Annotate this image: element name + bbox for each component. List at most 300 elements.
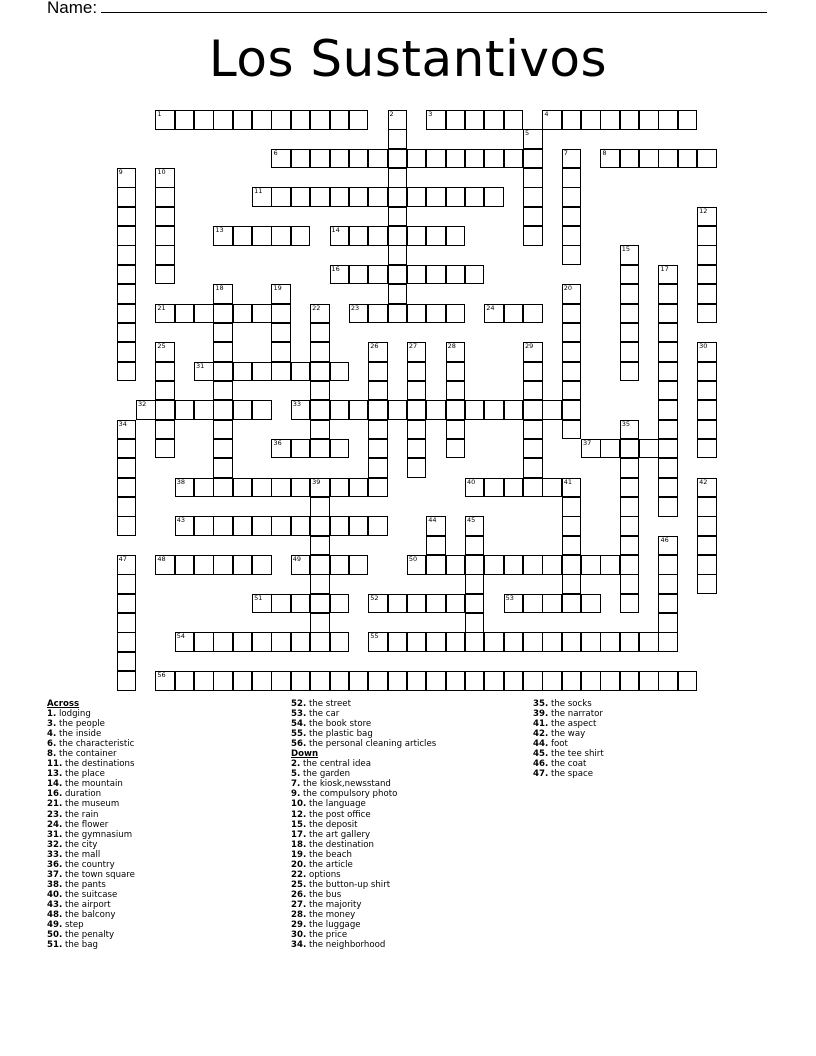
crossword-cell[interactable] [504, 594, 524, 614]
crossword-cell[interactable] [620, 149, 640, 169]
crossword-cell[interactable] [368, 671, 388, 691]
crossword-cell[interactable] [194, 516, 214, 536]
crossword-cell[interactable] [291, 594, 311, 614]
crossword-cell[interactable] [504, 110, 524, 130]
crossword-cell[interactable] [523, 304, 543, 324]
crossword-cell[interactable] [562, 187, 582, 207]
crossword-cell[interactable] [271, 110, 291, 130]
crossword-cell[interactable] [388, 671, 408, 691]
crossword-cell[interactable] [678, 149, 698, 169]
crossword-cell[interactable] [562, 284, 582, 304]
crossword-cell[interactable] [446, 342, 466, 362]
crossword-cell[interactable] [368, 439, 388, 459]
crossword-cell[interactable] [349, 478, 369, 498]
crossword-cell[interactable] [330, 632, 350, 652]
crossword-cell[interactable] [271, 226, 291, 246]
crossword-cell[interactable] [310, 110, 330, 130]
crossword-cell[interactable] [658, 265, 678, 285]
crossword-cell[interactable] [562, 110, 582, 130]
crossword-cell[interactable] [368, 516, 388, 536]
crossword-cell[interactable] [271, 187, 291, 207]
crossword-cell[interactable] [271, 516, 291, 536]
crossword-cell[interactable] [465, 478, 485, 498]
crossword-cell[interactable] [465, 149, 485, 169]
crossword-cell[interactable] [271, 304, 291, 324]
crossword-cell[interactable] [291, 632, 311, 652]
name-field[interactable] [47, 0, 767, 18]
crossword-cell[interactable] [562, 574, 582, 594]
crossword-cell[interactable] [484, 478, 504, 498]
crossword-cell[interactable] [330, 555, 350, 575]
crossword-cell[interactable] [620, 342, 640, 362]
crossword-cell[interactable] [523, 478, 543, 498]
crossword-cell[interactable] [523, 458, 543, 478]
crossword-cell[interactable] [117, 362, 137, 382]
crossword-cell[interactable] [581, 555, 601, 575]
crossword-cell[interactable] [562, 168, 582, 188]
crossword-cell[interactable] [407, 187, 427, 207]
crossword-cell[interactable] [407, 362, 427, 382]
crossword-cell[interactable] [562, 323, 582, 343]
crossword-cell[interactable] [155, 187, 175, 207]
crossword-cell[interactable] [368, 265, 388, 285]
crossword-cell[interactable] [155, 439, 175, 459]
crossword-cell[interactable] [620, 497, 640, 517]
crossword-cell[interactable] [697, 574, 717, 594]
crossword-cell[interactable] [523, 149, 543, 169]
crossword-cell[interactable] [349, 555, 369, 575]
crossword-cell[interactable] [213, 342, 233, 362]
crossword-cell[interactable] [407, 555, 427, 575]
crossword-cell[interactable] [446, 632, 466, 652]
crossword-cell[interactable] [330, 265, 350, 285]
crossword-cell[interactable] [697, 439, 717, 459]
crossword-cell[interactable] [291, 439, 311, 459]
crossword-cell[interactable] [291, 110, 311, 130]
crossword-cell[interactable] [523, 187, 543, 207]
crossword-cell[interactable] [504, 555, 524, 575]
crossword-cell[interactable] [213, 632, 233, 652]
crossword-cell[interactable] [271, 342, 291, 362]
crossword-cell[interactable] [523, 400, 543, 420]
crossword-cell[interactable] [446, 420, 466, 440]
crossword-cell[interactable] [697, 245, 717, 265]
crossword-cell[interactable] [349, 110, 369, 130]
crossword-cell[interactable] [117, 245, 137, 265]
crossword-cell[interactable] [349, 671, 369, 691]
crossword-cell[interactable] [233, 362, 253, 382]
crossword-cell[interactable] [697, 284, 717, 304]
crossword-cell[interactable] [620, 323, 640, 343]
crossword-cell[interactable] [310, 381, 330, 401]
crossword-cell[interactable] [465, 574, 485, 594]
crossword-cell[interactable] [542, 594, 562, 614]
crossword-cell[interactable] [349, 265, 369, 285]
crossword-cell[interactable] [117, 168, 137, 188]
crossword-cell[interactable] [658, 304, 678, 324]
crossword-cell[interactable] [639, 110, 659, 130]
crossword-cell[interactable] [562, 497, 582, 517]
crossword-cell[interactable] [117, 304, 137, 324]
crossword-cell[interactable] [213, 516, 233, 536]
crossword-cell[interactable] [581, 110, 601, 130]
crossword-cell[interactable] [368, 420, 388, 440]
crossword-cell[interactable] [194, 304, 214, 324]
crossword-cell[interactable] [368, 304, 388, 324]
crossword-cell[interactable] [388, 594, 408, 614]
crossword-cell[interactable] [252, 632, 272, 652]
crossword-cell[interactable] [562, 381, 582, 401]
crossword-cell[interactable] [465, 110, 485, 130]
crossword-cell[interactable] [426, 110, 446, 130]
crossword-cell[interactable] [291, 671, 311, 691]
crossword-cell[interactable] [697, 381, 717, 401]
crossword-cell[interactable] [407, 400, 427, 420]
crossword-cell[interactable] [426, 265, 446, 285]
crossword-cell[interactable] [330, 149, 350, 169]
crossword-cell[interactable] [658, 420, 678, 440]
crossword-cell[interactable] [620, 632, 640, 652]
crossword-cell[interactable] [213, 478, 233, 498]
crossword-cell[interactable] [117, 478, 137, 498]
crossword-cell[interactable] [117, 265, 137, 285]
crossword-cell[interactable] [697, 420, 717, 440]
crossword-cell[interactable] [407, 594, 427, 614]
crossword-cell[interactable] [155, 400, 175, 420]
crossword-cell[interactable] [175, 632, 195, 652]
crossword-cell[interactable] [620, 671, 640, 691]
crossword-cell[interactable] [620, 265, 640, 285]
crossword-cell[interactable] [252, 555, 272, 575]
crossword-cell[interactable] [233, 110, 253, 130]
crossword-cell[interactable] [658, 555, 678, 575]
crossword-cell[interactable] [291, 555, 311, 575]
crossword-cell[interactable] [117, 207, 137, 227]
crossword-cell[interactable] [562, 362, 582, 382]
crossword-cell[interactable] [175, 478, 195, 498]
crossword-cell[interactable] [233, 478, 253, 498]
crossword-cell[interactable] [349, 400, 369, 420]
crossword-cell[interactable] [446, 187, 466, 207]
crossword-cell[interactable] [542, 555, 562, 575]
crossword-cell[interactable] [407, 420, 427, 440]
crossword-cell[interactable] [117, 420, 137, 440]
crossword-cell[interactable] [310, 555, 330, 575]
crossword-cell[interactable] [562, 555, 582, 575]
crossword-cell[interactable] [117, 671, 137, 691]
crossword-cell[interactable] [658, 574, 678, 594]
crossword-cell[interactable] [407, 342, 427, 362]
crossword-cell[interactable] [542, 110, 562, 130]
crossword-cell[interactable] [562, 304, 582, 324]
crossword-cell[interactable] [658, 381, 678, 401]
crossword-cell[interactable] [271, 362, 291, 382]
crossword-cell[interactable] [330, 362, 350, 382]
crossword-cell[interactable] [252, 516, 272, 536]
crossword-cell[interactable] [388, 284, 408, 304]
crossword-cell[interactable] [484, 149, 504, 169]
crossword-cell[interactable] [388, 187, 408, 207]
crossword-cell[interactable] [310, 516, 330, 536]
crossword-cell[interactable] [562, 478, 582, 498]
crossword-cell[interactable] [117, 497, 137, 517]
crossword-cell[interactable] [697, 362, 717, 382]
crossword-cell[interactable] [465, 555, 485, 575]
crossword-cell[interactable] [271, 478, 291, 498]
crossword-cell[interactable] [407, 458, 427, 478]
crossword-cell[interactable] [310, 342, 330, 362]
crossword-cell[interactable] [600, 149, 620, 169]
crossword-cell[interactable] [117, 555, 137, 575]
crossword-cell[interactable] [697, 536, 717, 556]
crossword-cell[interactable] [117, 516, 137, 536]
crossword-cell[interactable] [658, 323, 678, 343]
crossword-cell[interactable] [484, 400, 504, 420]
crossword-cell[interactable] [388, 226, 408, 246]
crossword-cell[interactable] [658, 478, 678, 498]
crossword-cell[interactable] [523, 381, 543, 401]
crossword-cell[interactable] [271, 439, 291, 459]
crossword-cell[interactable] [697, 226, 717, 246]
crossword-cell[interactable] [175, 400, 195, 420]
crossword-cell[interactable] [620, 284, 640, 304]
crossword-cell[interactable] [484, 632, 504, 652]
crossword-cell[interactable] [484, 671, 504, 691]
crossword-cell[interactable] [349, 187, 369, 207]
name-underline[interactable] [101, 0, 767, 13]
crossword-cell[interactable] [252, 400, 272, 420]
crossword-cell[interactable] [697, 400, 717, 420]
crossword-cell[interactable] [620, 420, 640, 440]
crossword-cell[interactable] [155, 420, 175, 440]
crossword-cell[interactable] [426, 149, 446, 169]
crossword-cell[interactable] [310, 613, 330, 633]
crossword-cell[interactable] [446, 304, 466, 324]
crossword-cell[interactable] [465, 187, 485, 207]
crossword-cell[interactable] [194, 362, 214, 382]
crossword-cell[interactable] [697, 304, 717, 324]
crossword-cell[interactable] [368, 594, 388, 614]
crossword-cell[interactable] [504, 149, 524, 169]
crossword-cell[interactable] [233, 632, 253, 652]
crossword-cell[interactable] [175, 671, 195, 691]
crossword-cell[interactable] [310, 632, 330, 652]
crossword-cell[interactable] [368, 187, 388, 207]
crossword-cell[interactable] [310, 671, 330, 691]
crossword-cell[interactable] [523, 594, 543, 614]
crossword-cell[interactable] [523, 671, 543, 691]
crossword-cell[interactable] [446, 265, 466, 285]
crossword-cell[interactable] [155, 381, 175, 401]
crossword-cell[interactable] [600, 110, 620, 130]
crossword-cell[interactable] [639, 439, 659, 459]
crossword-cell[interactable] [291, 187, 311, 207]
crossword-cell[interactable] [388, 304, 408, 324]
crossword-cell[interactable] [388, 168, 408, 188]
crossword-cell[interactable] [330, 516, 350, 536]
crossword-cell[interactable] [271, 149, 291, 169]
crossword-cell[interactable] [155, 304, 175, 324]
crossword-cell[interactable] [155, 362, 175, 382]
crossword-cell[interactable] [620, 304, 640, 324]
crossword-cell[interactable] [271, 632, 291, 652]
crossword-cell[interactable] [600, 632, 620, 652]
crossword-cell[interactable] [155, 110, 175, 130]
crossword-cell[interactable] [658, 613, 678, 633]
crossword-cell[interactable] [213, 458, 233, 478]
crossword-cell[interactable] [562, 342, 582, 362]
crossword-cell[interactable] [620, 555, 640, 575]
crossword-cell[interactable] [310, 400, 330, 420]
crossword-cell[interactable] [446, 400, 466, 420]
crossword-cell[interactable] [562, 400, 582, 420]
crossword-cell[interactable] [368, 478, 388, 498]
crossword-cell[interactable] [213, 439, 233, 459]
crossword-cell[interactable] [233, 400, 253, 420]
crossword-cell[interactable] [620, 458, 640, 478]
crossword-cell[interactable] [407, 439, 427, 459]
crossword-cell[interactable] [697, 342, 717, 362]
crossword-cell[interactable] [310, 149, 330, 169]
crossword-cell[interactable] [658, 536, 678, 556]
crossword-cell[interactable] [213, 381, 233, 401]
crossword-cell[interactable] [504, 671, 524, 691]
crossword-cell[interactable] [117, 458, 137, 478]
crossword-cell[interactable] [175, 110, 195, 130]
crossword-cell[interactable] [155, 245, 175, 265]
crossword-cell[interactable] [407, 265, 427, 285]
crossword-cell[interactable] [542, 478, 562, 498]
crossword-cell[interactable] [504, 400, 524, 420]
crossword-cell[interactable] [484, 555, 504, 575]
crossword-cell[interactable] [658, 458, 678, 478]
crossword-cell[interactable] [658, 110, 678, 130]
crossword-cell[interactable] [504, 478, 524, 498]
crossword-cell[interactable] [271, 323, 291, 343]
crossword-cell[interactable] [175, 555, 195, 575]
crossword-cell[interactable] [213, 420, 233, 440]
crossword-cell[interactable] [446, 110, 466, 130]
crossword-cell[interactable] [155, 207, 175, 227]
crossword-cell[interactable] [542, 632, 562, 652]
crossword-cell[interactable] [542, 671, 562, 691]
crossword-cell[interactable] [252, 362, 272, 382]
crossword-cell[interactable] [194, 110, 214, 130]
crossword-cell[interactable] [523, 226, 543, 246]
crossword-cell[interactable] [117, 574, 137, 594]
crossword-cell[interactable] [388, 632, 408, 652]
crossword-cell[interactable] [639, 632, 659, 652]
crossword-cell[interactable] [368, 149, 388, 169]
crossword-cell[interactable] [213, 362, 233, 382]
crossword-cell[interactable] [407, 632, 427, 652]
crossword-cell[interactable] [446, 594, 466, 614]
crossword-cell[interactable] [213, 226, 233, 246]
crossword-cell[interactable] [484, 304, 504, 324]
crossword-cell[interactable] [252, 110, 272, 130]
crossword-cell[interactable] [310, 574, 330, 594]
crossword-cell[interactable] [562, 632, 582, 652]
crossword-cell[interactable] [117, 439, 137, 459]
crossword-cell[interactable] [291, 226, 311, 246]
crossword-cell[interactable] [271, 284, 291, 304]
crossword-cell[interactable] [310, 594, 330, 614]
crossword-cell[interactable] [155, 168, 175, 188]
crossword-cell[interactable] [271, 671, 291, 691]
crossword-cell[interactable] [523, 555, 543, 575]
crossword-cell[interactable] [446, 149, 466, 169]
crossword-cell[interactable] [523, 168, 543, 188]
crossword-cell[interactable] [562, 245, 582, 265]
crossword-cell[interactable] [620, 245, 640, 265]
crossword-cell[interactable] [271, 594, 291, 614]
crossword-cell[interactable] [388, 110, 408, 130]
crossword-cell[interactable] [330, 226, 350, 246]
crossword-cell[interactable] [310, 536, 330, 556]
crossword-cell[interactable] [117, 226, 137, 246]
crossword-cell[interactable] [562, 226, 582, 246]
crossword-cell[interactable] [291, 149, 311, 169]
crossword-cell[interactable] [523, 362, 543, 382]
crossword-cell[interactable] [368, 362, 388, 382]
crossword-cell[interactable] [426, 400, 446, 420]
crossword-cell[interactable] [388, 265, 408, 285]
crossword-cell[interactable] [562, 420, 582, 440]
crossword-cell[interactable] [291, 400, 311, 420]
crossword-cell[interactable] [639, 671, 659, 691]
crossword-cell[interactable] [581, 632, 601, 652]
crossword-cell[interactable] [426, 187, 446, 207]
crossword-cell[interactable] [465, 400, 485, 420]
crossword-cell[interactable] [349, 304, 369, 324]
crossword-cell[interactable] [252, 478, 272, 498]
crossword-cell[interactable] [465, 613, 485, 633]
crossword-cell[interactable] [117, 323, 137, 343]
crossword-cell[interactable] [117, 284, 137, 304]
crossword-cell[interactable] [175, 304, 195, 324]
crossword-cell[interactable] [291, 516, 311, 536]
crossword-cell[interactable] [562, 594, 582, 614]
crossword-cell[interactable] [388, 400, 408, 420]
crossword-cell[interactable] [658, 594, 678, 614]
crossword-cell[interactable] [658, 149, 678, 169]
crossword-cell[interactable] [117, 594, 137, 614]
crossword-cell[interactable] [523, 439, 543, 459]
crossword-cell[interactable] [407, 381, 427, 401]
crossword-cell[interactable] [658, 400, 678, 420]
crossword-cell[interactable] [658, 632, 678, 652]
crossword-cell[interactable] [388, 245, 408, 265]
crossword-cell[interactable] [175, 516, 195, 536]
crossword-cell[interactable] [252, 226, 272, 246]
crossword-cell[interactable] [426, 516, 446, 536]
crossword-cell[interactable] [155, 265, 175, 285]
crossword-cell[interactable] [697, 497, 717, 517]
crossword-cell[interactable] [368, 226, 388, 246]
crossword-cell[interactable] [117, 187, 137, 207]
crossword-cell[interactable] [658, 497, 678, 517]
crossword-cell[interactable] [310, 478, 330, 498]
crossword-cell[interactable] [155, 342, 175, 362]
crossword-cell[interactable] [194, 400, 214, 420]
crossword-cell[interactable] [446, 555, 466, 575]
crossword-cell[interactable] [213, 671, 233, 691]
crossword-cell[interactable] [136, 400, 156, 420]
crossword-cell[interactable] [291, 478, 311, 498]
crossword-cell[interactable] [581, 671, 601, 691]
crossword-cell[interactable] [426, 536, 446, 556]
crossword-cell[interactable] [388, 207, 408, 227]
